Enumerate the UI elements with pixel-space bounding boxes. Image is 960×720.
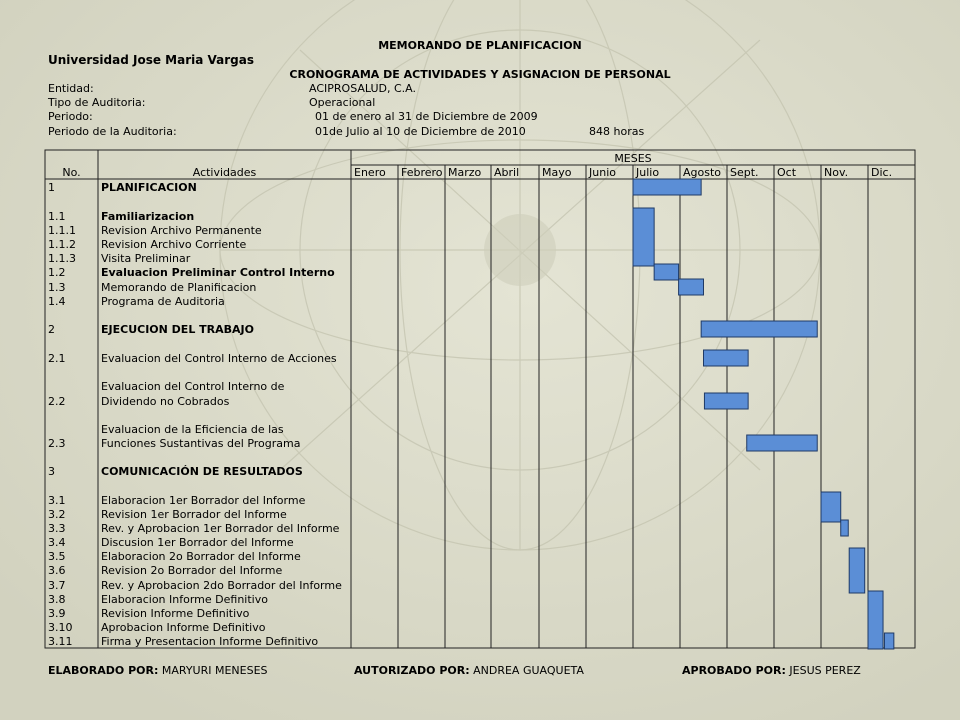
row-activity: Revision Informe Definitivo [101,607,250,620]
row-number: 3.7 [48,579,66,592]
row-activity: EJECUCION DEL TRABAJO [101,323,254,336]
signature-autorizado [354,664,584,677]
row-number: 3.3 [48,522,66,535]
field-label-entidad: Entidad: [48,82,94,95]
row-activity: Aprobacion Informe Definitivo [101,621,266,634]
field-label-tipo: Tipo de Auditoria: [48,96,146,109]
signature-aprobado-label: APROBADO POR: [682,664,786,677]
row-number: 1.4 [48,295,66,308]
month-header-1: Febrero [401,166,443,179]
field-value-periodo-auditoria: 01de Julio al 10 de Diciembre de 2010 [315,125,526,138]
row-activity: Memorando de Planificacion [101,281,257,294]
schedule-title: CRONOGRAMA DE ACTIVIDADES Y ASIGNACION DE PERSONAL [289,68,671,81]
row-activity: Revision 1er Borrador del Informe [101,508,287,521]
month-header-8: Sept. [730,166,759,179]
row-number: 3 [48,465,55,478]
row-activity: Funciones Sustantivas del Programa [101,437,301,450]
row-number: 3.4 [48,536,66,549]
row-activity: COMUNICACIÓN DE RESULTADOS [101,465,303,478]
row-number: 2.1 [48,352,66,365]
row-number: 3.5 [48,550,66,563]
gantt-bar [821,492,841,522]
row-activity: Evaluacion del Control Interno de [101,380,285,393]
row-number: 3.1 [48,494,66,507]
row-number: 1.1 [48,210,66,223]
row-activity: Elaboracion Informe Definitivo [101,593,268,606]
row-activity: Revision 2o Borrador del Informe [101,564,283,577]
row-number: 1.2 [48,266,66,279]
row-number: 2.3 [48,437,66,450]
gantt-bar [884,633,893,649]
month-header-9: Oct [777,166,797,179]
row-number: 1.3 [48,281,66,294]
gantt-bar [868,591,883,649]
row-activity: Elaboracion 1er Borrador del Informe [101,494,306,507]
gantt-bar [704,393,748,409]
field-value-periodo: 01 de enero al 31 de Diciembre de 2009 [315,110,538,123]
gantt-bar [841,520,849,536]
row-number: 1.1.2 [48,238,76,251]
row-number: 3.8 [48,593,66,606]
gantt-bar [704,350,749,366]
university-name: Universidad Jose Maria Vargas [48,53,254,67]
signature-elaborado-label: ELABORADO POR: [48,664,159,677]
row-activity: Familiarizacion [101,210,195,223]
audit-hours: 848 horas [589,125,645,138]
month-header-5: Junio [589,166,616,179]
month-header-11: Dic. [871,166,893,179]
header-activities: Actividades [192,166,257,179]
row-activity: Programa de Auditoria [101,295,225,308]
row-number: 3.9 [48,607,66,620]
signature-elaborado-name: MARYURI MENESES [161,664,268,677]
gantt-bar [633,208,654,266]
row-number: 3.2 [48,508,66,521]
month-header-7: Agosto [683,166,722,179]
gantt-bar [654,264,678,280]
month-header-6: Julio [636,166,660,179]
row-activity: Rev. y Aprobacion 1er Borrador del Informe [101,522,340,535]
row-activity: Firma y Presentacion Informe Definitivo [101,635,319,648]
memo-title: MEMORANDO DE PLANIFICACION [378,39,582,52]
row-number: 3.11 [48,635,73,648]
signature-aprobado-name: JESUS PEREZ [789,664,861,677]
row-activity: Revision Archivo Corriente [101,238,247,251]
header-months: MESES [614,152,652,165]
field-label-periodo: Periodo: [48,110,93,123]
row-activity: Discusion 1er Borrador del Informe [101,536,294,549]
row-activity: PLANIFICACION [101,181,197,194]
row-number: 1.1.3 [48,252,76,265]
row-number: 2 [48,323,55,336]
month-header-2: Marzo [448,166,482,179]
month-header-10: Nov. [824,166,849,179]
row-activity: Evaluacion del Control Interno de Acciones [101,352,337,365]
row-number: 2.2 [48,395,66,408]
signature-autorizado-name: ANDREA GUAQUETA [473,664,584,677]
gantt-bar [633,179,701,195]
field-value-entidad: ACIPROSALUD, C.A. [309,82,417,95]
signature-autorizado-label: AUTORIZADO POR: [354,664,470,677]
row-activity: Evaluacion Preliminar Control Interno [101,266,335,279]
signature-elaborado [48,664,268,677]
month-header-3: Abril [494,166,520,179]
gantt-bar [679,279,704,295]
row-activity: Visita Preliminar [101,252,191,265]
field-label-periodo-auditoria: Periodo de la Auditoria: [48,125,177,138]
gantt-bar [747,435,818,451]
row-number: 3.6 [48,564,66,577]
row-activity: Elaboracion 2o Borrador del Informe [101,550,301,563]
month-header-4: Mayo [542,166,572,179]
field-value-tipo: Operacional [309,96,376,109]
row-activity: Revision Archivo Permanente [101,224,262,237]
gantt-bar [701,321,817,337]
row-number: 1.1.1 [48,224,76,237]
row-number: 3.10 [48,621,73,634]
row-number: 1 [48,181,55,194]
gantt-bar [849,548,865,593]
row-activity: Rev. y Aprobacion 2do Borrador del Informe [101,579,342,592]
month-header-0: Enero [354,166,386,179]
row-activity: Evaluacion de la Eficiencia de las [101,423,284,436]
header-no: No. [62,166,81,179]
row-activity: Dividendo no Cobrados [101,395,230,408]
signature-aprobado [682,664,861,677]
